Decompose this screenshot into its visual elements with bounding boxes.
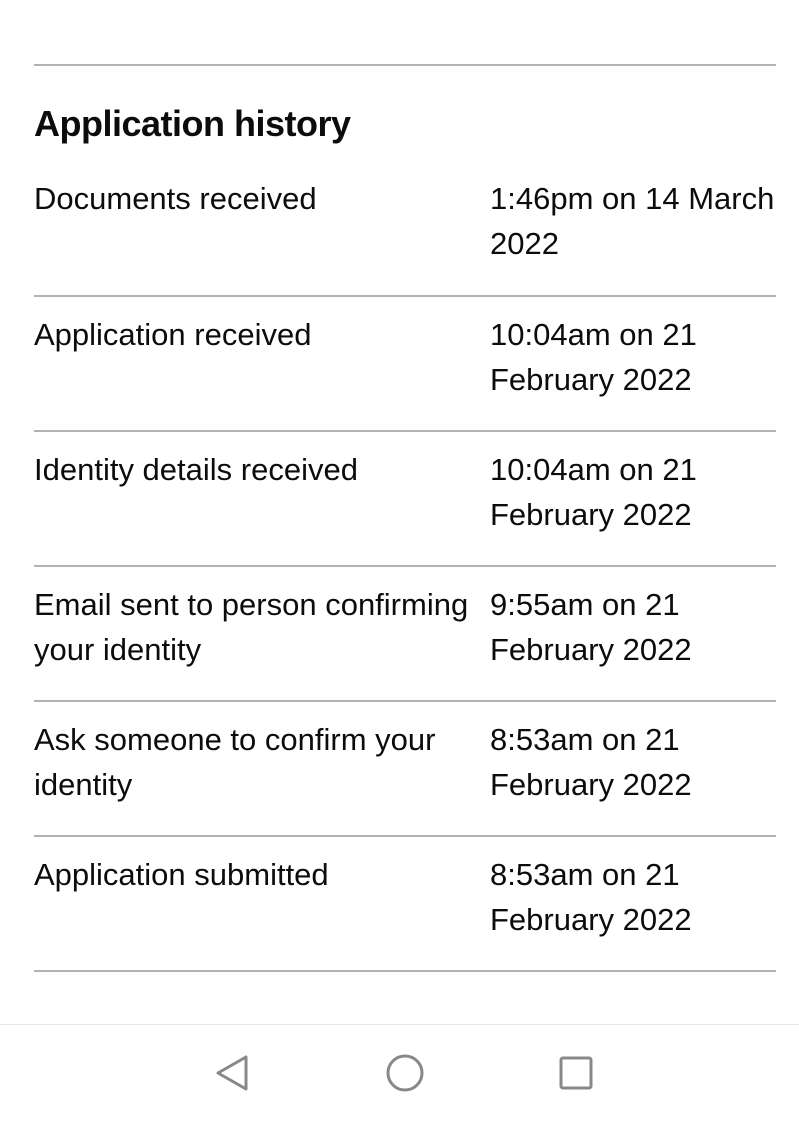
home-circle-icon bbox=[385, 1053, 425, 1093]
back-button[interactable] bbox=[210, 1051, 254, 1095]
application-history-section bbox=[34, 64, 776, 972]
event-time: 10:04am on 21 February 2022 bbox=[490, 452, 697, 532]
event-name: Email sent to person confirming your identity bbox=[34, 587, 469, 667]
back-triangle-icon bbox=[214, 1053, 250, 1093]
android-navigation-bar bbox=[0, 1024, 799, 1121]
event-name: Ask someone to confirm your identity bbox=[34, 722, 436, 802]
history-row bbox=[34, 176, 776, 297]
event-time: 9:55am on 21 February 2022 bbox=[490, 587, 692, 667]
event-name: Identity details received bbox=[34, 452, 358, 487]
history-row bbox=[34, 567, 776, 702]
home-button[interactable] bbox=[383, 1051, 427, 1095]
history-row bbox=[34, 432, 776, 567]
event-name: Application submitted bbox=[34, 857, 329, 892]
section-title: Application history bbox=[34, 103, 351, 144]
event-name: Documents received bbox=[34, 181, 317, 216]
event-time: 1:46pm on 14 March 2022 bbox=[490, 181, 775, 261]
history-list bbox=[34, 176, 776, 972]
event-time: 8:53am on 21 February 2022 bbox=[490, 857, 692, 937]
recents-square-icon bbox=[558, 1055, 594, 1091]
recents-button[interactable] bbox=[554, 1051, 598, 1095]
history-row bbox=[34, 837, 776, 972]
history-row bbox=[34, 297, 776, 432]
event-name: Application received bbox=[34, 317, 312, 352]
event-time: 10:04am on 21 February 2022 bbox=[490, 317, 697, 397]
event-time: 8:53am on 21 February 2022 bbox=[490, 722, 692, 802]
history-row bbox=[34, 702, 776, 837]
